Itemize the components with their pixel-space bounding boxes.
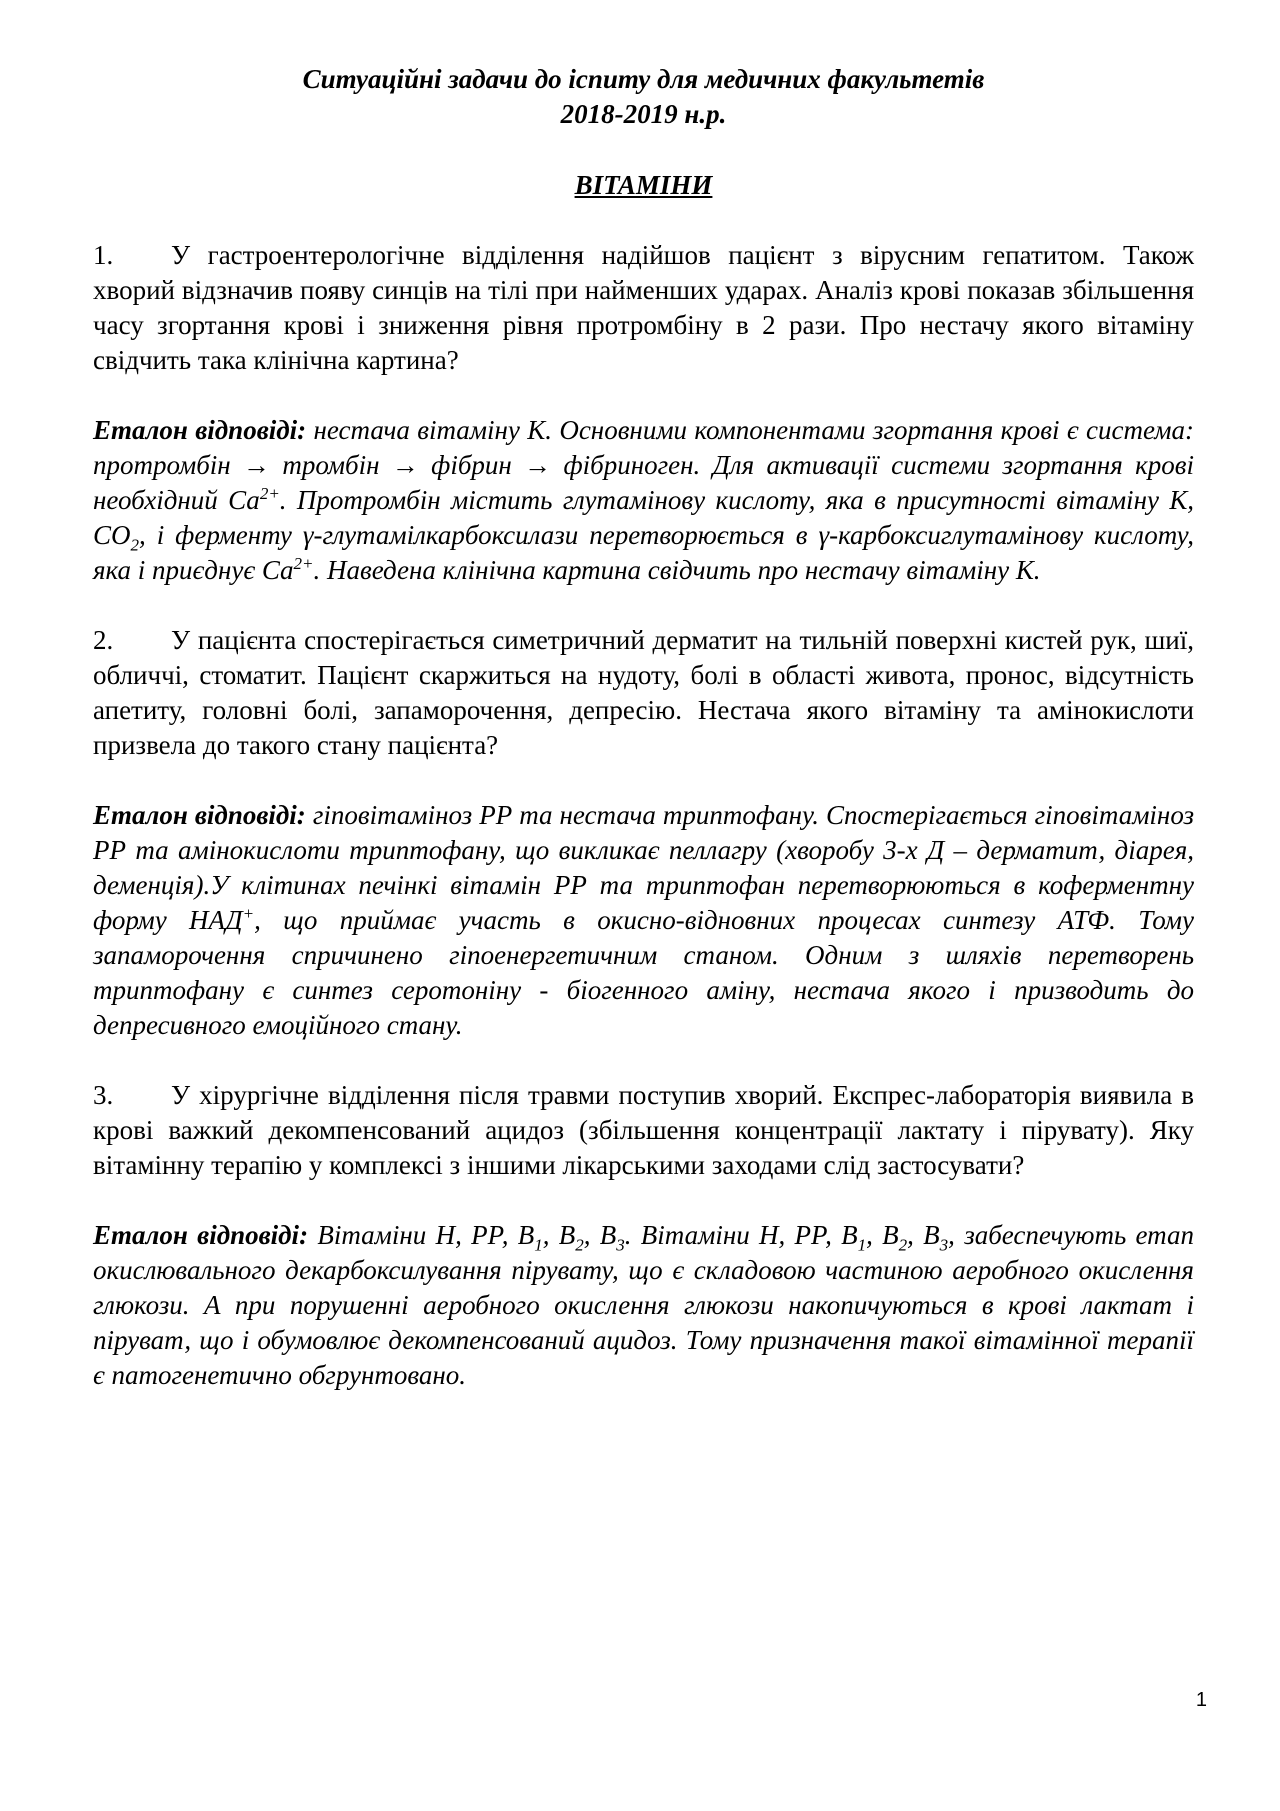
task-3-question	[93, 1078, 1194, 1183]
document-title	[93, 62, 1194, 132]
task-2-question-text: У пацієнта спостерігається симетричний дерматит на тильній поверхні кистей рук, шиї, обличчі, стоматит. Пацієнт скаржиться на нудоту, болі в області живота, пронос, відсутність апетиту, головні болі, запаморочення, депресію. Нестача якого вітаміну та амінокислоти призвела до такого стану пацієнта?	[93, 625, 1194, 760]
task-3-answer-text: Вітаміни Н, РР, В	[317, 1220, 535, 1250]
task-3-answer-sub: 2	[898, 1235, 908, 1255]
task-3-answer-text: , В	[907, 1220, 940, 1250]
task-2-question	[93, 623, 1194, 763]
task-3-answer-sub: 2	[575, 1235, 584, 1255]
title-line-1: Ситуаційні задачи до іспиту для медичних факультетів	[302, 64, 985, 94]
task-1-answer-text: . Наведена клінічна картина свідчить про нестачу вітаміну К.	[313, 555, 1041, 585]
task-1-number: 1.	[93, 240, 114, 270]
task-1-answer-label: Еталон відповіді:	[93, 415, 307, 445]
task-2-answer-label: Еталон відповіді:	[93, 800, 306, 830]
section-title: ВІТАМІНИ	[574, 170, 713, 200]
task-3-answer-label: Еталон відповіді:	[93, 1220, 309, 1250]
task-3-question-text: У хірургічне відділення після травми поступив хворий. Експрес-лабораторія виявила в крові важкий декомпенсований ацидоз (збільшення концентрації лактату і пірувату). Яку вітамінну терапію у комплексі з іншими лікарськими заходами слід застосувати?	[93, 1080, 1194, 1180]
page-number: 1	[1195, 1689, 1207, 1711]
task-3-number: 3.	[93, 1080, 114, 1110]
title-line-2: 2018-2019 н.р.	[560, 99, 727, 129]
task-3-answer-text: . Вітаміни Н, РР, В	[624, 1220, 858, 1250]
task-3-answer	[93, 1218, 1194, 1393]
task-1-answer-sup: 2+	[293, 554, 314, 573]
task-1-answer-sub: 2	[130, 535, 140, 555]
task-3-answer-sub: 1	[534, 1235, 543, 1255]
task-1-answer-text: . Протромбін містить глутамінову кислоту, яка в присутності вітаміну К, СО	[93, 485, 1194, 550]
task-1-question-text: У гастроентерологічне відділення надійшов пацієнт з вірусним гепатитом. Також хворий відзначив появу синців на тілі при найменших ударах. Аналіз крові показав збільшення часу згортання крові і зниження рівня протромбіну в 2 рази. Про нестачу якого вітаміну свідчить така клінічна картина?	[93, 240, 1194, 375]
task-1-question	[93, 238, 1194, 378]
task-2-answer-text: гіповітаміноз РР та нестача триптофану. Спостерігається гіповітаміноз РР та амінокислоти триптофану, що викликає пеллагру (хворобу 3-х Д – дерматит, діарея, деменція).У клітинах печінкі вітамін РР та триптофан перетворюються в коферментну форму НАД	[93, 800, 1194, 935]
task-1-answer	[93, 413, 1194, 588]
task-3-answer-text: , забеспечують етап окислювального декарбоксилування пірувату, що є складовою частиною аеробного окислення глюкози. А при порушенні аеробного окислення глюкози накопичуються в крові лактат і піруват, що і обумовлює декомпенсований ацидоз. Тому призначення такої вітамінної терапії є патогенетично обгрунтовано.	[93, 1220, 1194, 1390]
task-3-answer-sub: 1	[857, 1235, 867, 1255]
task-3-answer-text: , В	[542, 1220, 576, 1250]
task-1-answer-text: нестача вітаміну К. Основними компонентами згортання крові є система: протромбін → тромбін → фібрин → фібриноген. Для активації системи згортання крові необхідний Са	[93, 415, 1195, 515]
task-3-answer-sub: 3	[939, 1235, 949, 1255]
task-3-answer-sub: 3	[616, 1235, 625, 1255]
task-1-answer-text: , і ферменту γ-глутамілкарбоксилази перетворюється в γ-карбоксиглутамінову кислоту, яка і приєднує Са	[93, 520, 1194, 585]
task-2-answer-sup: +	[242, 904, 255, 923]
document-page	[93, 62, 1194, 1393]
task-2-answer	[93, 798, 1194, 1043]
task-3-answer-text: , В	[583, 1220, 617, 1250]
task-2-number: 2.	[93, 625, 114, 655]
task-2-answer-text: , що приймає участь в окисно-відновних процесах синтезу АТФ. Тому запаморочення спричинено гіпоенергетичним станом. Одним з шляхів перетворень триптофану є синтез серотоніну - біогенного аміну, нестача якого і призводить до депресивного емоційного стану.	[93, 905, 1194, 1040]
task-3-answer-text: , В	[866, 1220, 899, 1250]
task-1-answer-sup: 2+	[259, 484, 280, 503]
